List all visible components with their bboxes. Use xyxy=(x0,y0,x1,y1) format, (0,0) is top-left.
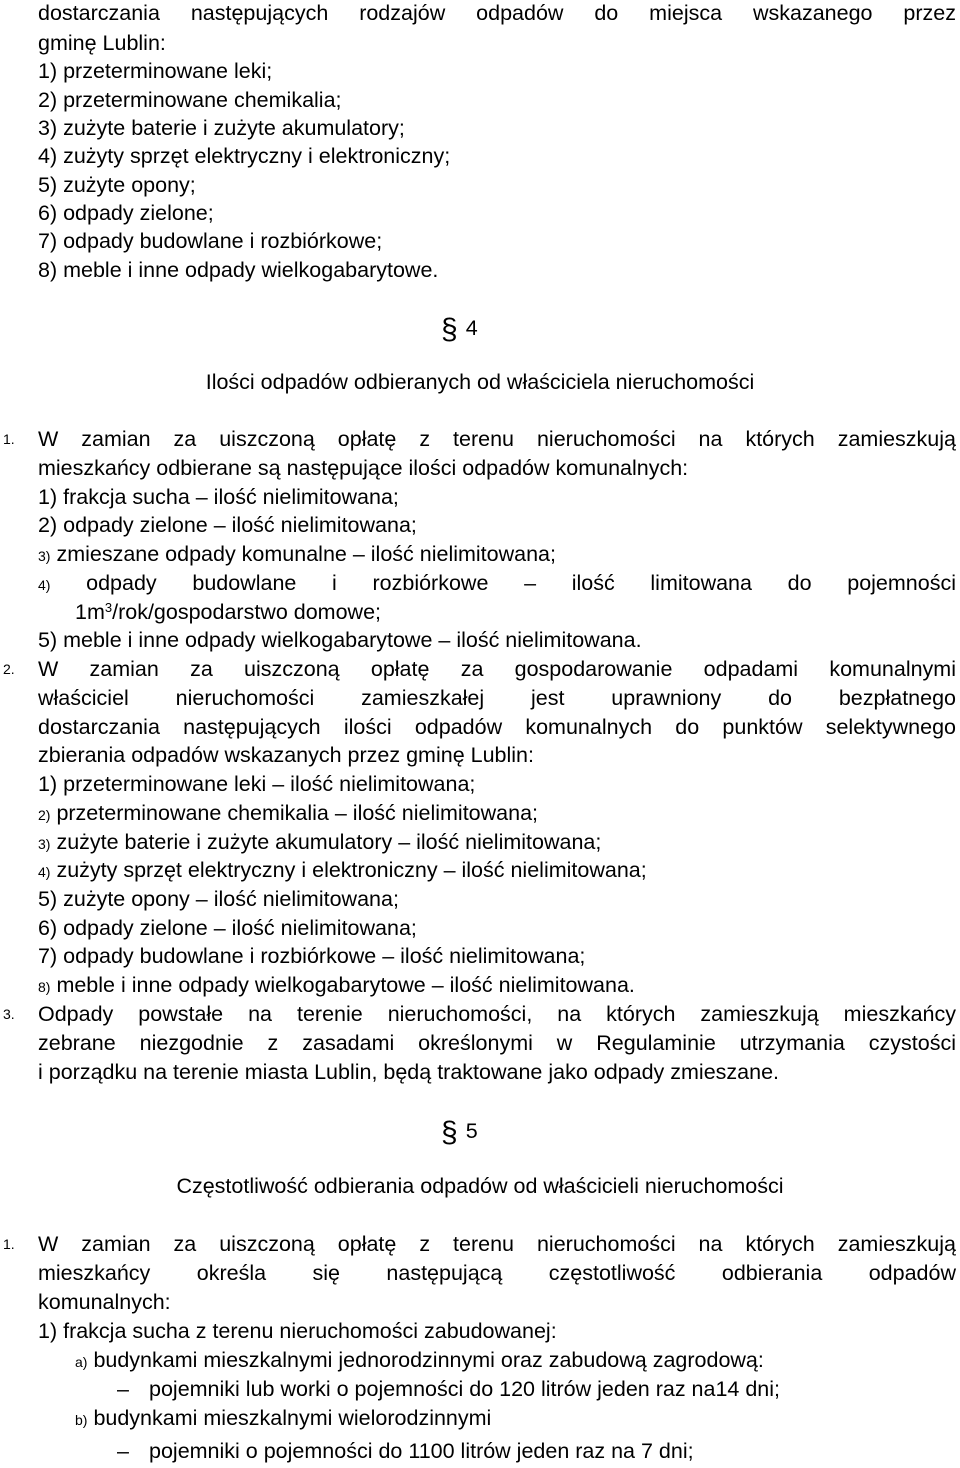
s4-p2-line-4: zbierania odpadów wskazanych przez gminę Lublin: xyxy=(38,743,534,767)
list-item: 2) przeterminowane chemikalia; xyxy=(38,88,342,112)
sub-item-a: a) budynkami mieszkalnymi jednorodzinnymi oraz zabudową zagrodową: xyxy=(75,1348,764,1372)
s4-p3-line-1: Odpady powstałe na terenie nieruchomości, na których zamieszkują mieszkańcy xyxy=(38,1002,956,1026)
list-item: 4) zużyty sprzęt elektryczny i elektroniczny; xyxy=(38,144,451,168)
s5-p1-line-2: mieszkańcy określa się następującą częstotliwość odbierania odpadów xyxy=(38,1261,956,1285)
list-item: 5) meble i inne odpady wielkogabarytowe – ilość nielimitowana. xyxy=(38,628,642,652)
list-item: 1) przeterminowane leki – ilość nielimitowana; xyxy=(38,772,476,796)
section-sign-icon: § xyxy=(441,313,458,346)
list-item: 2) przeterminowane chemikalia – ilość nielimitowana; xyxy=(38,801,539,825)
section-5-heading xyxy=(441,1116,478,1148)
list-item: 5) zużyte opony – ilość nielimitowana; xyxy=(38,887,399,911)
section-sign-icon: § xyxy=(441,1116,458,1149)
list-item: 8) meble i inne odpady wielkogabarytowe – ilość nielimitowana. xyxy=(38,973,635,997)
list-item: 6) odpady zielone – ilość nielimitowana; xyxy=(38,916,417,940)
s4-p3-line-2: zebrane niezgodnie z zasadami określonymi w Regulaminie utrzymania czystości xyxy=(38,1031,956,1055)
list-item: 1) frakcja sucha – ilość nielimitowana; xyxy=(38,485,399,509)
list-item: 3) zmieszane odpady komunalne – ilość nielimitowana; xyxy=(38,542,556,566)
s4-p2-line-2: właściciel nieruchomości zamieszkałej jest uprawniony do bezpłatnego xyxy=(38,686,956,710)
intro-line-2: gminę Lublin: xyxy=(38,31,166,55)
dash-bullet: – xyxy=(117,1377,129,1401)
list-item: 3) zużyte baterie i zużyte akumulatory – ilość nielimitowana; xyxy=(38,830,602,854)
dash-item: pojemniki o pojemności do 1100 litrów jeden raz na 7 dni; xyxy=(149,1439,694,1463)
section-5-title: Częstotliwość odbierania odpadów od właścicieli nieruchomości xyxy=(176,1174,784,1198)
s4-p3-line-3: i porządku na terenie miasta Lublin, będą traktowane jako odpady zmieszane. xyxy=(38,1060,780,1084)
list-item: 4) zużyty sprzęt elektryczny i elektroniczny – ilość nielimitowana; xyxy=(38,858,647,882)
list-item: 3) zużyte baterie i zużyte akumulatory; xyxy=(38,116,405,140)
s4-p1-line-1: W zamian za uiszczoną opłatę z terenu nieruchomości na których zamieszkują xyxy=(38,427,956,451)
s5-p1-line-1: W zamian za uiszczoną opłatę z terenu nieruchomości na których zamieszkują xyxy=(38,1232,956,1256)
section-number: 4 xyxy=(465,316,478,340)
paragraph-number: 2. xyxy=(3,661,15,677)
list-item: 2) odpady zielone – ilość nielimitowana; xyxy=(38,513,417,537)
intro-line-1: dostarczania następujących rodzajów odpadów do miejsca wskazanego przez xyxy=(38,1,956,25)
paragraph-number: 1. xyxy=(3,1236,15,1252)
paragraph-number: 1. xyxy=(3,431,15,447)
s4-p2-line-1: W zamian za uiszczoną opłatę za gospodarowanie odpadami komunalnymi xyxy=(38,657,956,681)
list-item: 8) meble i inne odpady wielkogabarytowe. xyxy=(38,258,439,282)
list-item: 1) przeterminowane leki; xyxy=(38,59,273,83)
s4-p2-line-3: dostarczania następujących ilości odpadów komunalnych do punktów selektywnego xyxy=(38,715,956,739)
section-4-title: Ilości odpadów odbieranych od właściciela nieruchomości xyxy=(205,370,755,394)
list-item-continuation: $1m^3/rok$/gospodarstwo domowe; xyxy=(75,600,381,624)
list-item: 6) odpady zielone; xyxy=(38,201,214,225)
s4-p1-line-2: mieszkańcy odbierane są następujące ilości odpadów komunalnych: xyxy=(38,456,689,480)
list-item: 4) odpady budowlane i rozbiórkowe – ilość limitowana do pojemności xyxy=(38,571,956,595)
list-item: 5) zużyte opony; xyxy=(38,173,196,197)
dash-item: pojemniki lub worki o pojemności do 120 litrów jeden raz na14 dni; xyxy=(149,1377,781,1401)
section-4-heading xyxy=(441,313,478,345)
list-item: 1) frakcja sucha z terenu nieruchomości zabudowanej: xyxy=(38,1319,557,1343)
list-item: 7) odpady budowlane i rozbiórkowe; xyxy=(38,229,383,253)
dash-bullet: – xyxy=(117,1439,129,1463)
list-item: 7) odpady budowlane i rozbiórkowe – ilość nielimitowana; xyxy=(38,944,586,968)
section-number: 5 xyxy=(465,1119,478,1143)
paragraph-number: 3. xyxy=(3,1006,15,1022)
sub-item-b: b) budynkami mieszkalnymi wielorodzinnymi xyxy=(75,1406,492,1430)
s5-p1-line-3: komunalnych: xyxy=(38,1290,171,1314)
